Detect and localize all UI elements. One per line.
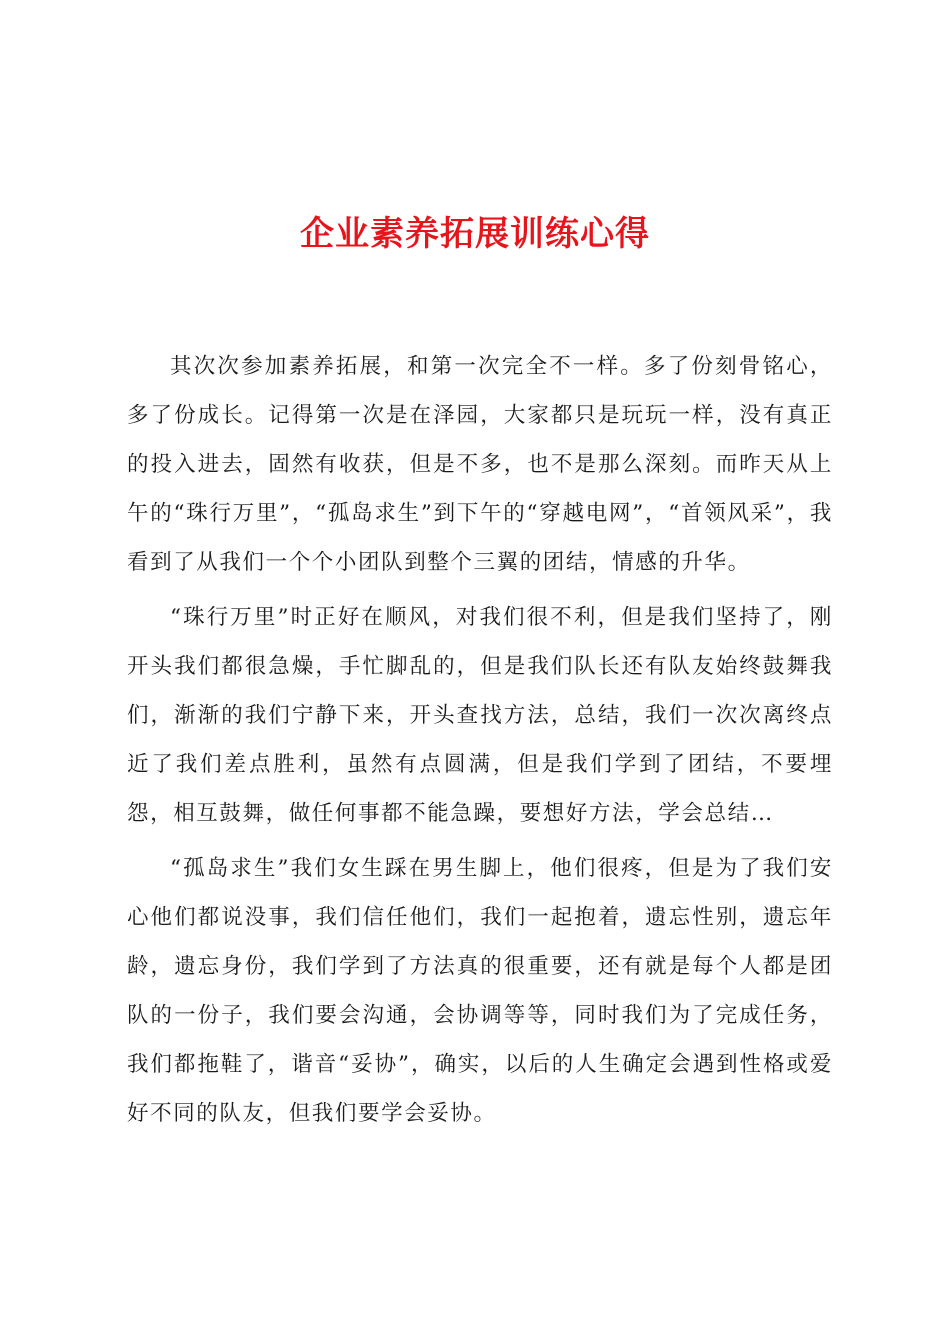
paragraph-3: “孤岛求生”我们女生踩在男生脚上，他们很疼，但是为了我们安心他们都说没事，我们信任他们，我们一起抱着，遗忘性别，遗忘年龄，遗忘身份，我们学到了方法真的很重要，还有就是每个人都是团队的一份子，我们要会沟通，会协调等等，同时我们为了完成任务，我们都拖鞋了，谐音“妥协”，确实，以后的人生确定会遇到性格或爱好不同的队友，但我们要学会妥协。 (127, 856, 833, 1126)
paragraph-2: “珠行万里”时正好在顺风，对我们很不利，但是我们坚持了，刚开头我们都很急燥，手忙脚乱的，但是我们队长还有队友始终鼓舞我们，渐渐的我们宁静下来，开头查找方法，总结，我们一次次离终点近了我们差点胜利，虽然有点圆满，但是我们学到了团结，不要埋怨，相互鼓舞，做任何事都不能急躁，要想好方法，学会总结… (127, 605, 833, 826)
document-body (127, 342, 833, 1144)
paragraph-1: 其次次参加素养拓展，和第一次完全不一样。多了份刻骨铭心，多了份成长。记得第一次是在泽园，大家都只是玩玩一样，没有真正的投入进去，固然有收获，但是不多，也不是那么深刻。而昨天从上午的“珠行万里”，“孤岛求生”到下午的“穿越电网”，“首领风采”，我看到了从我们一个个小团队到整个三翼的团结，情感的升华。 (127, 354, 833, 575)
document-title: 企业素养拓展训练心得 (300, 214, 650, 254)
